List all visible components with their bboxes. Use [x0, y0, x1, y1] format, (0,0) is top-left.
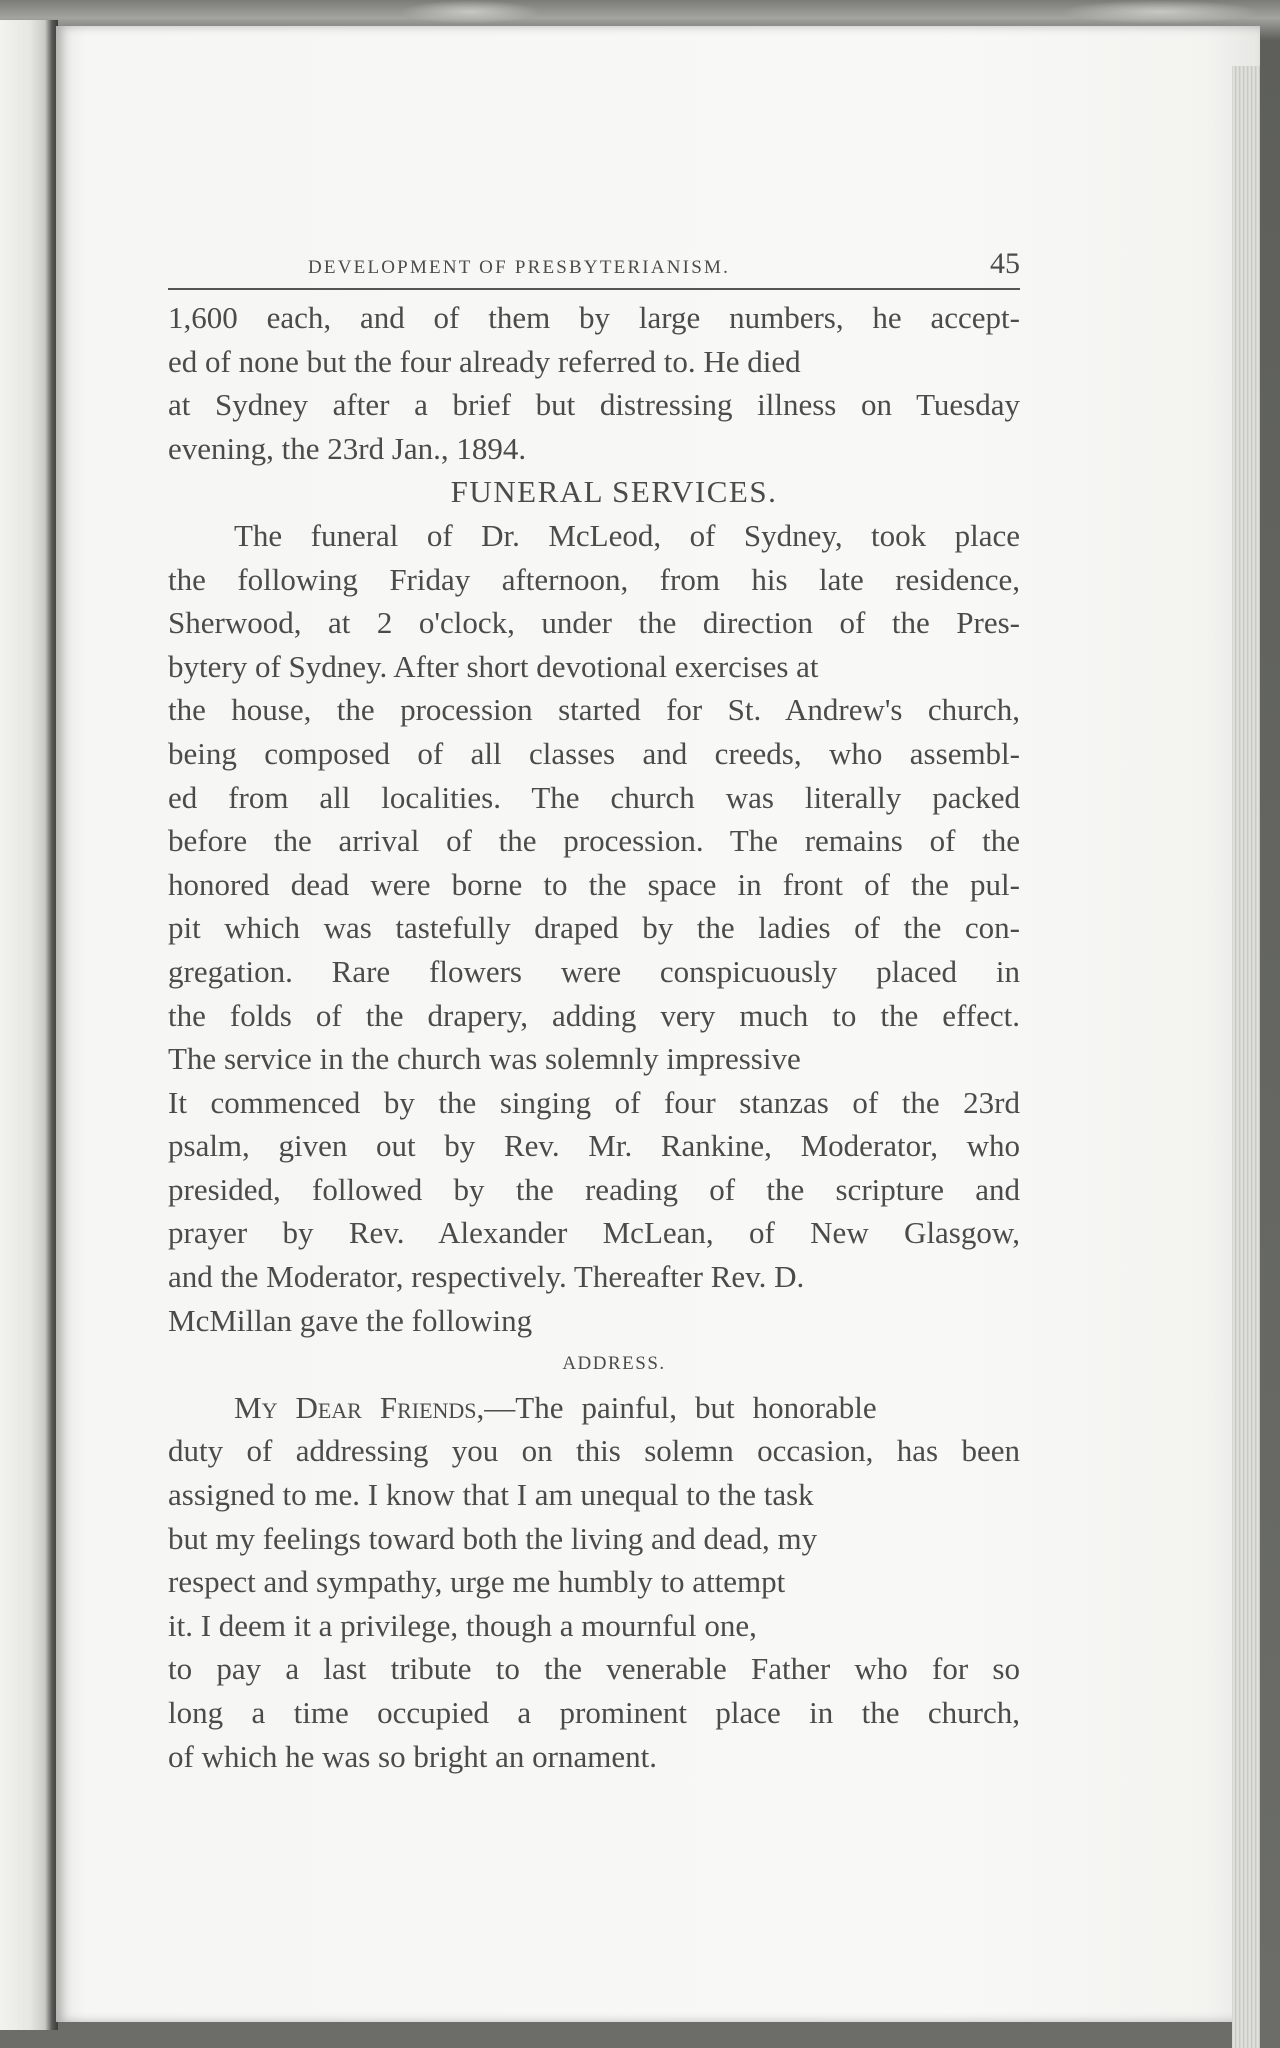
text-line-content: psalm, given out by Rev. Mr. Rankine, Moderator, who — [168, 1128, 1020, 1164]
text-line — [168, 688, 1020, 732]
text-line — [168, 1691, 1020, 1735]
text-line-content: being composed of all classes and creeds, who assembl- — [168, 735, 1020, 771]
text-line-content: pit which was tastefully draped by the ladies of the con- — [168, 910, 1020, 946]
text-line — [168, 1081, 1020, 1125]
text-line — [168, 1211, 1020, 1255]
text-line — [168, 1299, 1020, 1343]
left-page-edge — [0, 20, 58, 2030]
text-line-content: prayer by Rev. Alexander McLean, of New Glasgow, — [168, 1215, 1020, 1251]
text-line — [168, 1429, 1020, 1473]
text-line — [168, 558, 1020, 602]
text-line — [168, 645, 1020, 689]
text-line-content: the house, the procession started for St. Andrew's church, — [168, 692, 1020, 728]
text-line-content: The service in the church was solemnly impressive — [168, 1041, 801, 1077]
scan-edge-stain — [400, 0, 540, 24]
paragraph-funeral — [168, 514, 1020, 1342]
text-line — [168, 819, 1020, 863]
text-line-content: It commenced by the singing of four stanzas of the 23rd — [168, 1084, 1020, 1120]
salutation-rest: —The painful, but honorable — [484, 1389, 877, 1425]
text-line — [168, 340, 1020, 384]
text-line-content: bytery of Sydney. After short devotional exercises at — [168, 648, 819, 684]
salutation: My Dear Friends, — [234, 1389, 485, 1425]
text-line-content: at Sydney after a brief but distressing illness on Tuesday — [168, 387, 1020, 423]
text-line-content: of which he was so bright an ornament. — [168, 1738, 657, 1774]
text-line-content: McMillan gave the following — [168, 1302, 533, 1338]
text-line-content: ed from all localities. The church was literally packed — [168, 779, 1020, 815]
text-line — [168, 383, 1020, 427]
text-line — [168, 1473, 1020, 1517]
paragraph-address — [168, 1429, 1020, 1778]
text-line — [168, 863, 1020, 907]
running-title: DEVELOPMENT OF PRESBYTERIANISM. — [308, 257, 731, 278]
text-line — [168, 906, 1020, 950]
text-line — [168, 296, 1020, 340]
text-line-content: to pay a last tribute to the venerable Father who for so — [168, 1651, 1020, 1687]
text-line-content: duty of addressing you on this solemn occasion, has been — [168, 1433, 1020, 1469]
text-line — [168, 1604, 1020, 1648]
section-heading-funeral-services: FUNERAL SERVICES. — [450, 474, 778, 510]
text-line-content: Sherwood, at 2 o'clock, under the direction of the Pres- — [168, 605, 1020, 641]
text-line — [168, 514, 1020, 558]
text-line-content: the folds of the drapery, adding very much to the effect. — [168, 997, 1020, 1033]
text-line-content: evening, the 23rd Jan., 1894. — [168, 430, 527, 466]
section-heading-address: ADDRESS. — [562, 1353, 666, 1375]
text-line — [168, 427, 1020, 471]
text-line — [168, 776, 1020, 820]
text-line — [168, 1386, 1020, 1430]
text-line-content: assigned to me. I know that I am unequal to the task — [168, 1477, 814, 1513]
text-line-content: presided, followed by the reading of the scripture and — [168, 1171, 1020, 1207]
text-line-content: honored dead were borne to the space in front of the pul- — [168, 866, 1020, 902]
paragraph-continued — [168, 296, 1020, 470]
text-line-content: respect and sympathy, urge me humbly to attempt — [168, 1564, 786, 1600]
page-fore-edge — [1232, 66, 1260, 2048]
salutation-line — [234, 1386, 877, 1430]
text-line — [168, 1560, 1020, 1604]
text-line — [168, 1255, 1020, 1299]
page-number: 45 — [990, 247, 1020, 280]
text-line — [168, 601, 1020, 645]
text-line-content: gregation. Rare flowers were conspicuously placed in — [168, 953, 1020, 989]
text-line-content: 1,600 each, and of them by large numbers, he accept- — [168, 300, 1020, 335]
text-line — [168, 1037, 1020, 1081]
text-line-content: before the arrival of the procession. The remains of the — [168, 823, 1020, 859]
text-line — [168, 950, 1020, 994]
text-line-content: ed of none but the four already referred to. He died — [168, 343, 801, 379]
text-line-content: it. I deem it a privilege, though a mournful one, — [168, 1607, 757, 1643]
text-line — [168, 994, 1020, 1038]
text-line-content: long a time occupied a prominent place in the church, — [168, 1695, 1020, 1730]
text-line-content: but my feelings toward both the living and dead, my — [168, 1520, 818, 1556]
text-line-content: and the Moderator, respectively. Thereafter Rev. D. — [168, 1259, 805, 1295]
page-text — [168, 238, 1020, 1778]
text-line — [168, 1168, 1020, 1212]
text-line — [168, 1735, 1020, 1779]
text-line — [168, 1647, 1020, 1691]
text-line — [168, 1517, 1020, 1561]
text-line-content: the following Friday afternoon, from his late residence, — [168, 561, 1020, 597]
running-head — [168, 238, 1020, 290]
text-line — [168, 1124, 1020, 1168]
scan-edge-stain — [1060, 0, 1260, 24]
text-line-content: The funeral of Dr. McLeod, of Sydney, took place — [234, 517, 1020, 553]
text-line — [168, 732, 1020, 776]
